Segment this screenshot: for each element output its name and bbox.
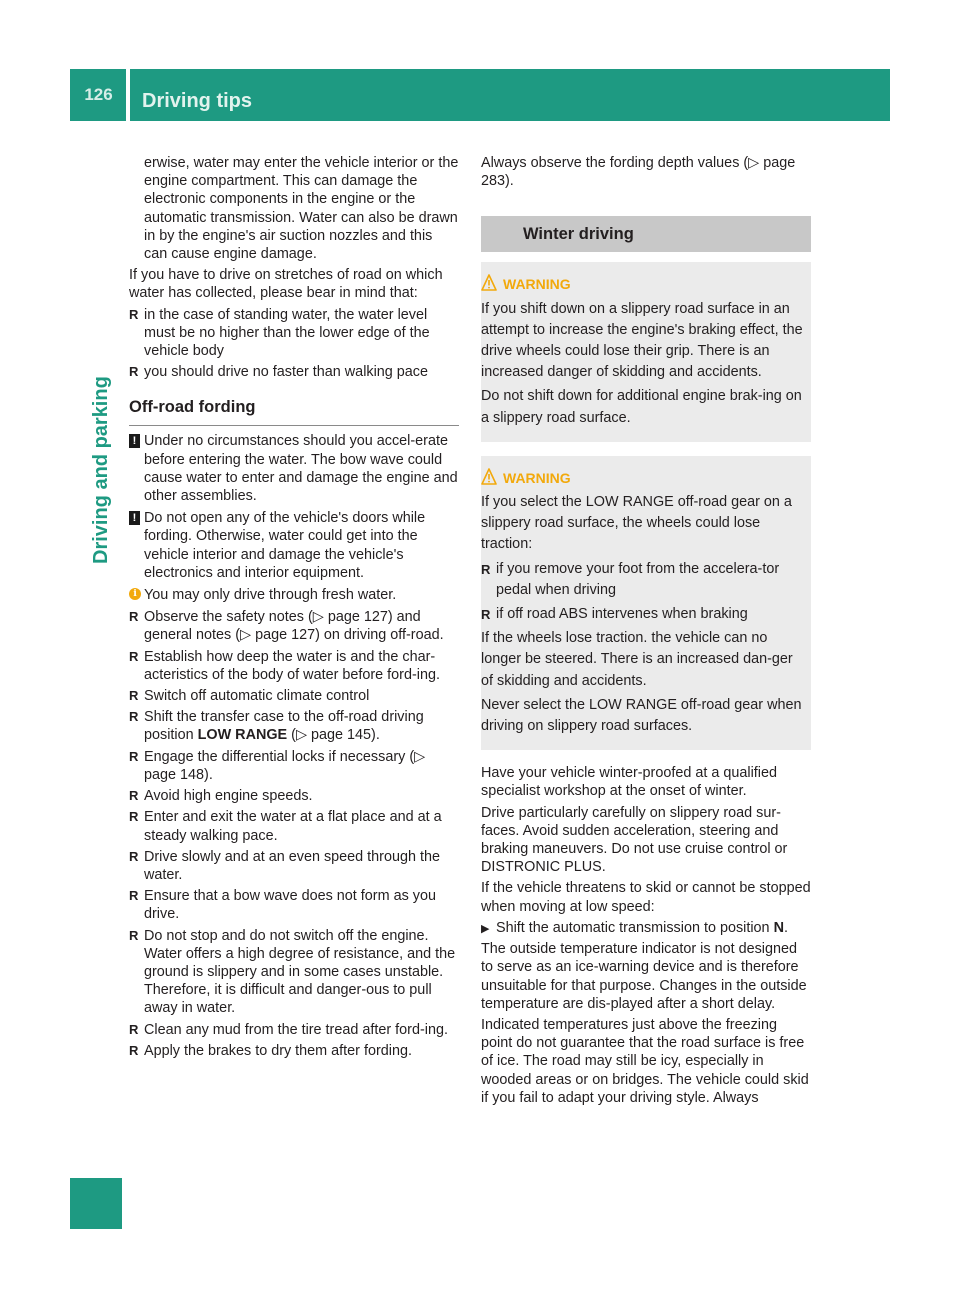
- list-item: R Avoid high engine speeds.: [129, 788, 313, 805]
- bullet-marker: R: [129, 788, 139, 804]
- list-item: R Establish how deep the water is and the char-acteristics of the body of water before ford-ing.: [129, 648, 440, 683]
- body-paragraph: The outside temperature indicator is not designed to serve as an ice-warning device and is therefore unsuitable for that purpose. Changes in the outside temperature are dis-played after a short delay.: [481, 941, 807, 1012]
- warning-text: If the wheels lose traction. the vehicle can no longer be steered. There is an increased dan-ger of skidding and accidents.: [481, 630, 793, 689]
- body-paragraph: Indicated temperatures just above the freezing point do not guarantee that the road surface is free of ice. The road may still be icy, especially in wooded areas or on bridges. The vehicle could skid if you fail to adapt your driving style. Always: [481, 1016, 809, 1106]
- bullet-marker: R: [129, 306, 139, 322]
- stretches-paragraph: If you have to drive on stretches of road on which water has collected, please bear in mind that:: [129, 267, 443, 302]
- warning-text: If you shift down on a slippery road surface in an attempt to increase the engine's braking effect, the drive wheels could lose their grip. There is an increased danger of skidding and accidents.: [481, 300, 803, 381]
- bullet-marker: R: [129, 648, 139, 664]
- list-item: R you should drive no faster than walking pace: [129, 364, 428, 381]
- warning-text: Never select the LOW RANGE off-road gear when driving on slippery road surfaces.: [481, 696, 802, 735]
- bullet-marker: R: [481, 561, 491, 577]
- bullet-marker: R: [129, 364, 139, 380]
- bullet-marker: R: [129, 1021, 139, 1037]
- bullet-marker: R: [129, 709, 139, 725]
- info-icon: i: [129, 588, 141, 600]
- winter-driving-heading: Winter driving: [481, 216, 811, 252]
- chapter-side-block: [70, 1178, 122, 1229]
- warning-title: WARNING: [481, 274, 803, 295]
- body-paragraph: Have your vehicle winter-proofed at a qualified specialist workshop at the onset of winter.: [481, 765, 777, 800]
- bullet-marker: R: [129, 688, 139, 704]
- intro-continuation: erwise, water may enter the vehicle interior or the engine compartment. This can damage the electronic components in the engine or the automatic transmission. Water can also be drawn in by the engine's air suction nozzles and this can cause engine damage.: [144, 155, 459, 263]
- bullet-marker: R: [129, 748, 139, 764]
- list-item: R Drive slowly and at an even speed through the water.: [129, 848, 440, 883]
- info-note: i You may only drive through fresh water.: [129, 586, 459, 604]
- page-number: 126: [84, 85, 113, 104]
- list-item: R Switch off automatic climate control: [129, 688, 370, 705]
- exclamation-icon: !: [129, 434, 140, 448]
- bullet-marker: R: [129, 888, 139, 904]
- action-step: ▶ Shift the automatic transmission to position N.: [481, 919, 811, 937]
- warning-box: [481, 262, 811, 441]
- bullet-marker: R: [129, 927, 139, 943]
- exclamation-icon: !: [129, 511, 140, 525]
- left-column: [129, 154, 459, 1063]
- list-item: R Observe the safety notes (▷ page 127) and general notes (▷ page 127) on driving off-road.: [129, 609, 444, 644]
- caution-note: ! Do not open any of the vehicle's doors while fording. Otherwise, water could get into the vehicle interior and damage the vehicle's electronics and interior equipment.: [129, 509, 459, 582]
- list-item: R Engage the differential locks if necessary (▷ page 148).: [129, 748, 426, 783]
- bullet-marker: R: [129, 1042, 139, 1058]
- list-item: R Do not stop and do not switch off the engine. Water offers a high degree of resistance, and the ground is slippery and in some cases unstable. Therefore, it is difficult and danger-ous to pull away in water.: [129, 927, 456, 1017]
- bullet-marker: R: [481, 607, 491, 623]
- list-item: R if you remove your foot from the accelera-tor pedal when driving: [481, 560, 780, 598]
- list-item: R Apply the brakes to dry them after fording.: [129, 1042, 412, 1059]
- body-paragraph: If the vehicle threatens to skid or cannot be stopped when moving at low speed:: [481, 880, 811, 915]
- warning-text: Do not shift down for additional engine brak-ing on a slippery road surface.: [481, 388, 802, 426]
- bullet-marker: R: [129, 809, 139, 825]
- chapter-side-label: [84, 134, 118, 564]
- warning-box: [481, 456, 811, 750]
- list-item: R Ensure that a bow wave does not form as you drive.: [129, 888, 436, 923]
- right-column: [481, 154, 811, 1110]
- warning-title: WARNING: [481, 468, 803, 489]
- action-arrow-icon: ▶: [481, 922, 490, 935]
- list-item: R Clean any mud from the tire tread after ford-ing.: [129, 1021, 448, 1038]
- bullet-marker: R: [129, 848, 139, 864]
- chapter-side-text: Driving and parking: [90, 376, 112, 564]
- warning-triangle-icon: [481, 468, 497, 486]
- offroad-fording-heading: Off-road fording: [129, 397, 459, 426]
- list-item: R Enter and exit the water at a flat place and at a steady walking pace.: [129, 809, 442, 844]
- fording-depth-paragraph: Always observe the fording depth values (▷ page 283).: [481, 155, 796, 190]
- caution-note: ! Under no circumstances should you accel-erate before entering the water. The bow wave could cause water to enter and damage the engine and other assemblies.: [129, 432, 459, 505]
- warning-triangle-icon: [481, 274, 497, 292]
- list-item: R in the case of standing water, the water level must be no higher than the lower edge of the vehicle body: [129, 306, 430, 360]
- header-separator: [126, 69, 130, 121]
- body-paragraph: Drive particularly carefully on slippery road sur-faces. Avoid sudden acceleration, steering and braking maneuvers. Do not use cruise control or DISTRONIC PLUS.: [481, 804, 788, 876]
- section-title: Driving tips: [142, 90, 253, 112]
- list-item: R Shift the transfer case to the off-road driving position LOW RANGE (▷ page 145).: [129, 709, 424, 744]
- bullet-marker: R: [129, 609, 139, 625]
- warning-text: If you select the LOW RANGE off-road gear on a slippery road surface, the wheels could lose traction:: [481, 494, 792, 553]
- list-item: R if off road ABS intervenes when braking: [481, 604, 803, 625]
